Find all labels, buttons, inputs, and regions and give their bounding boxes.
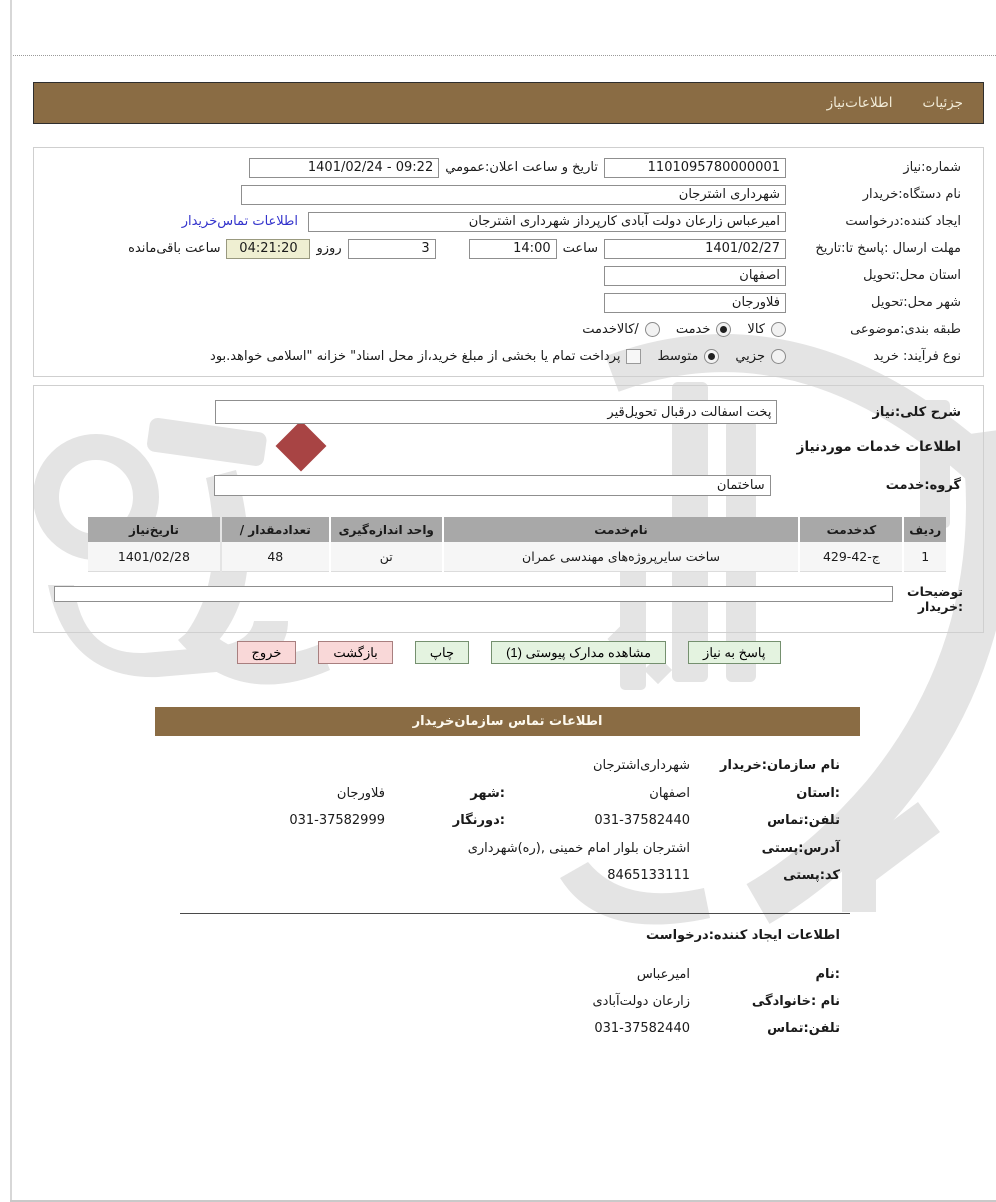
phone-fax-row (150, 807, 840, 835)
category-row (34, 316, 983, 343)
first-name-row (150, 961, 840, 988)
last-name-label: نام :خانوادگی (751, 994, 840, 1009)
cell-service-name: ساخت سایرپروژه‌های مهندسی عمران (444, 542, 799, 572)
cell-service-code: ج-42-429 (800, 542, 902, 572)
category-option-service-label: خدمت (675, 322, 711, 337)
need-number-row (34, 154, 983, 181)
creator-phone-label: تلفن:تماس (767, 1021, 840, 1036)
deadline-label: مهلت ارسال :پاسخ تا:تاریخ (815, 241, 961, 256)
first-name-label: :نام (815, 967, 840, 982)
deadline-days-field[interactable]: 3 (348, 239, 436, 259)
buyer-contact-block (150, 752, 840, 890)
back-button[interactable]: بازگشت (318, 641, 392, 664)
section-divider (180, 913, 850, 914)
buyer-org-label: نام دستگاه:خریدار (862, 187, 961, 202)
respond-button[interactable]: پاسخ به نیاز (688, 641, 780, 664)
province-label: استان محل:تحویل (863, 268, 961, 283)
process-option-medium[interactable] (657, 349, 719, 364)
buyer-contact-bar: اطلاعات تماس سازمان‌خریدار (155, 707, 860, 736)
service-group-field[interactable]: ساختمان (214, 475, 771, 496)
announce-label: تاریخ و ساعت اعلان:عمومي (445, 160, 598, 175)
contact-postal-value: 8465133111 (607, 868, 690, 884)
last-name-row (150, 988, 840, 1015)
buyer-notes-label-line2: :خریدار (917, 599, 963, 614)
treasury-payment-option[interactable] (210, 349, 641, 364)
city-field[interactable]: فلاورجان (604, 293, 786, 313)
treasury-checkbox-label: پرداخت تمام یا بخشی از مبلغ خرید،از محل اسناد" خزانه "اسلامی خواهد.بود (210, 349, 621, 364)
radio-goods-icon[interactable] (771, 322, 786, 337)
postal-row (150, 862, 840, 890)
countdown-box: 04:21:20 (226, 239, 310, 259)
city-row (34, 289, 983, 316)
tab-need-info[interactable]: اطلاعات‌نیاز (826, 95, 893, 111)
buyer-contact-link[interactable]: اطلاعات تماس‌خریدار (181, 214, 298, 229)
services-heading: اطلاعات خدمات موردنیاز (796, 439, 961, 455)
org-name-row (150, 752, 840, 780)
need-services-section (33, 385, 984, 633)
creator-phone-row (150, 1015, 840, 1042)
contact-address-value: اشترجان بلوار امام خمینی ,(ره)شهرداری (467, 840, 690, 856)
cell-unit: تن (331, 542, 442, 572)
need-number-label: شماره:نیاز (903, 160, 961, 175)
radio-goods-service-icon[interactable] (645, 322, 660, 337)
th-need-date: تاریخ‌نیاز (88, 517, 220, 542)
page-left-border (10, 0, 12, 1202)
creator-phone-value: 031-37582440 (594, 1021, 690, 1036)
countdown-label: ساعت باقی‌مانده (128, 241, 221, 256)
category-option-goods-service[interactable] (582, 322, 660, 337)
creator-label: ایجاد کننده:درخواست (845, 214, 961, 229)
buyer-notes-label-line1: توضیحات (907, 584, 963, 599)
th-row-number: ردیف (904, 517, 946, 542)
deadline-date-field[interactable]: 1401/02/27 (604, 239, 786, 259)
buyer-notes-row (34, 584, 983, 614)
announce-field[interactable]: 1401/02/24 - 09:22 (249, 158, 439, 178)
city-label: شهر محل:تحویل (871, 295, 961, 310)
contact-province-value: اصفهان (649, 785, 690, 801)
request-creator-block (150, 928, 840, 1042)
deadline-time-label: ساعت (562, 241, 598, 256)
exit-button[interactable]: خروج (237, 641, 297, 664)
contact-fax-label: :دورنگار (452, 813, 505, 829)
action-buttons (33, 641, 984, 664)
last-name-value: زارعان دولت‌آبادی (592, 994, 690, 1009)
table-row (88, 542, 946, 572)
deadline-row (34, 235, 983, 262)
radio-medium-icon[interactable] (704, 349, 719, 364)
address-row (150, 835, 840, 863)
province-city-row (150, 780, 840, 808)
cell-need-date: 1401/02/28 (88, 542, 220, 572)
top-tab-bar (33, 82, 984, 124)
province-row (34, 262, 983, 289)
creator-field[interactable]: امیرعباس زارعان دولت آبادی کارپرداز شهرداری اشترجان (308, 212, 786, 232)
contact-phone-value: 031-37582440 (594, 813, 690, 829)
service-group-row (34, 475, 983, 496)
contact-city-label: :شهر (470, 785, 505, 801)
services-table-header (88, 517, 946, 542)
process-row (34, 343, 983, 370)
province-field[interactable]: اصفهان (604, 266, 786, 286)
th-service-name: نام‌خدمت (444, 517, 799, 542)
need-description-field[interactable]: پخت اسفالت درقبال تحویل‌قیر (215, 400, 777, 424)
service-group-label: گروه:خدمت (885, 478, 961, 493)
tab-details[interactable]: جزئیات (922, 95, 963, 111)
radio-service-icon[interactable] (716, 322, 731, 337)
category-option-service[interactable] (676, 322, 732, 337)
buyer-org-row (34, 181, 983, 208)
category-option-goods-service-label: /کالاخدمت (582, 322, 639, 337)
th-quantity: تعدادمقدار / (222, 517, 329, 542)
process-label: نوع فرآیند: خرید (873, 349, 961, 364)
category-option-goods[interactable] (747, 322, 786, 337)
org-name-label: نام سازمان:خریدار (720, 758, 840, 774)
org-name-value: شهرداری‌اشترجان (592, 758, 690, 774)
th-service-code: کدخدمت (800, 517, 902, 542)
print-button[interactable]: چاپ (415, 641, 469, 664)
buyer-org-field[interactable]: شهرداری اشترجان (241, 185, 786, 205)
dotted-divider (10, 55, 996, 56)
contact-postal-label: کد:پستی (783, 868, 840, 884)
radio-minor-icon[interactable] (771, 349, 786, 364)
cell-quantity: 48 (222, 542, 329, 572)
first-name-value: امیرعباس (636, 967, 690, 982)
buyer-notes-label (897, 584, 963, 614)
contact-city-value: فلاورجان (336, 785, 385, 801)
contact-address-label: آدرس:پستی (761, 840, 840, 856)
creator-heading: اطلاعات ایجاد کننده:درخواست (646, 928, 840, 943)
contact-province-label: :استان (796, 785, 840, 801)
cell-row-number: 1 (904, 542, 946, 572)
view-attachments-button[interactable]: مشاهده مدارک پیوستی (1) (491, 641, 666, 664)
need-description-row (34, 400, 983, 424)
process-option-minor-label: جزيي (735, 349, 765, 364)
th-unit: واحد اندازه‌گیری (331, 517, 442, 542)
process-option-medium-label: متوسط (657, 349, 699, 364)
process-option-minor[interactable] (735, 349, 786, 364)
need-description-label: شرح کلی:نیاز (872, 404, 961, 420)
treasury-checkbox-icon[interactable] (626, 349, 641, 364)
buyer-notes-field[interactable] (54, 586, 893, 602)
category-option-goods-label: کالا (747, 322, 765, 337)
deadline-time-field[interactable]: 14:00 (469, 239, 557, 259)
creator-row (34, 208, 983, 235)
category-label: طبقه بندی:موضوعی (850, 322, 961, 337)
deadline-days-label: روزو (316, 241, 342, 256)
contact-fax-value: 031-37582999 (289, 813, 385, 829)
need-general-section (33, 147, 984, 377)
services-table (88, 517, 946, 572)
contact-phone-label: تلفن:تماس (767, 813, 840, 829)
need-number-field[interactable]: 1101095780000001 (604, 158, 786, 178)
